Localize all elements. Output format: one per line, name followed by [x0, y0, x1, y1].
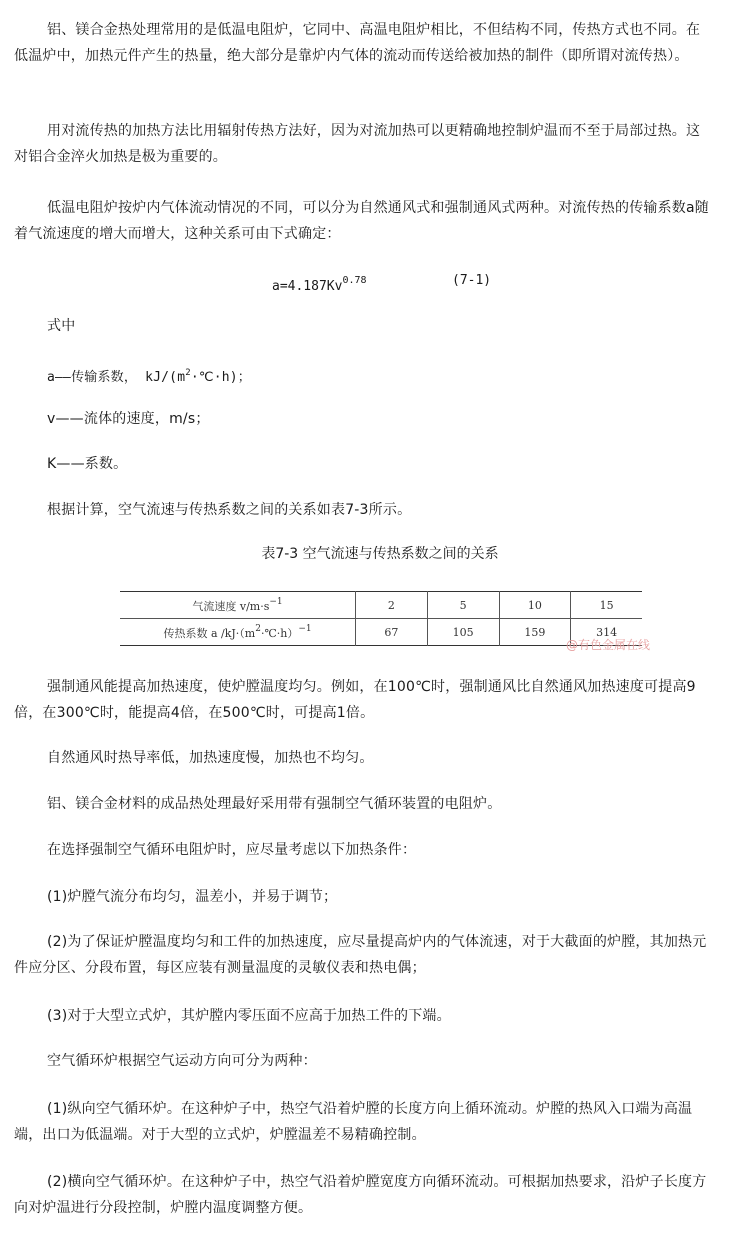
paragraph-condition-2: (2)为了保证炉膛温度均匀和工件的加热速度，应尽量提高炉内的气体流速，对于大截面的炉膛，其加热元件应分区、分段布置，每区应装有测量温度的灵敏仪表和热电偶； — [14, 934, 707, 976]
where-label: 式中 — [47, 318, 76, 334]
table-cell: 5 — [427, 592, 499, 619]
paragraph-ventilation-types: 低温电阻炉按炉内气体流动情况的不同，可以分为自然通风式和强制通风式两种。对流传热的传输系数a随着气流速度的增大而增大，这种关系可由下式确定： — [14, 200, 709, 242]
data-table — [120, 591, 642, 646]
paragraph-longitudinal: (1)纵向空气循环炉。在这种炉子中，热空气沿着炉膛的长度方向上循环流动。炉膛的热风入口端为高温端，出口为低温端。对于大型的立式炉，炉膛温差不易精确控制。 — [14, 1101, 693, 1143]
table-cell: 67 — [356, 619, 428, 646]
paragraph-natural-ventilation: 自然通风时热导率低，加热速度慢，加热也不均匀。 — [47, 750, 374, 766]
paragraph-condition-1: (1)炉膛气流分布均匀，温差小，并易于调节； — [47, 889, 338, 905]
table-cell: 15 — [571, 592, 642, 619]
definition-a — [14, 360, 714, 391]
paragraph-conditions-intro: 在选择强制空气循环电阻炉时，应尽量考虑以下加热条件： — [47, 842, 417, 858]
table-cell: 105 — [427, 619, 499, 646]
table-caption: 表7-3 空气流速与传热系数之间的关系 — [261, 546, 499, 562]
table-cell: 10 — [499, 592, 571, 619]
watermark: @有色金属在线 — [566, 638, 651, 652]
paragraph-low-temp-furnace: 铝、镁合金热处理常用的是低温电阻炉，它同中、高温电阻炉相比，不但结构不同，传热方式也不同。在低温炉中，加热元件产生的热量，绝大部分是靠炉内气体的流动而传送给被加热的制件（即所谓对流传热）。 — [14, 22, 701, 64]
definition-k: K——系数。 — [47, 456, 128, 472]
table-cell: 314 — [571, 619, 642, 646]
table-row-velocity — [120, 592, 642, 619]
definition-a-prefix: a——传输系数， kJ/(m — [47, 370, 186, 385]
paragraph-convection-advantage: 用对流传热的加热方法比用辐射传热方法好，因为对流加热可以更精确地控制炉温而不至于局部过热。这对铝合金淬火加热是极为重要的。 — [14, 123, 701, 165]
table-intro: 根据计算，空气流速与传热系数之间的关系如表7-3所示。 — [47, 502, 412, 518]
paragraph-recommendation: 铝、镁合金材料的成品热处理最好采用带有强制空气循环装置的电阻炉。 — [47, 796, 502, 812]
definition-a-sup: 2 — [185, 368, 191, 378]
table-cell: 2 — [356, 592, 428, 619]
formula-7-1 — [272, 268, 367, 300]
paragraph-circulation-types: 空气循环炉根据空气运动方向可分为两种： — [47, 1053, 317, 1069]
paragraph-forced-ventilation: 强制通风能提高加热速度，使炉膛温度均匀。例如，在100℃时，强制通风比自然通风加热速度可提高9倍，在300℃时，能提高4倍，在500℃时，可提高1倍。 — [14, 679, 696, 721]
paragraph-transverse: (2)横向空气循环炉。在这种炉子中，热空气沿着炉膛宽度方向循环流动。可根据加热要求，沿炉子长度方向对炉温进行分段控制，炉膛内温度调整方便。 — [14, 1174, 707, 1216]
definition-v: v——流体的速度，m/s； — [47, 411, 210, 427]
paragraph-condition-3: (3)对于大型立式炉，其炉膛内零压面不应高于加热工件的下端。 — [47, 1008, 451, 1024]
formula-number: (7-1) — [452, 273, 492, 288]
row-coefficient-label: 传热系数 a $/kJ\cdot(m^2\cdot℃\cdot h)^{-1}$ — [163, 623, 312, 640]
formula-exponent: 0.78 — [342, 275, 367, 286]
definition-a-suffix: ·℃·h)； — [190, 370, 251, 385]
row-velocity-label: 气流速度 $v/m\cdot s^{-1}$ — [120, 592, 356, 619]
table-cell: 159 — [499, 619, 571, 646]
formula-lhs: a=4.187Kv — [272, 279, 343, 294]
table-row-coefficient — [120, 619, 642, 646]
